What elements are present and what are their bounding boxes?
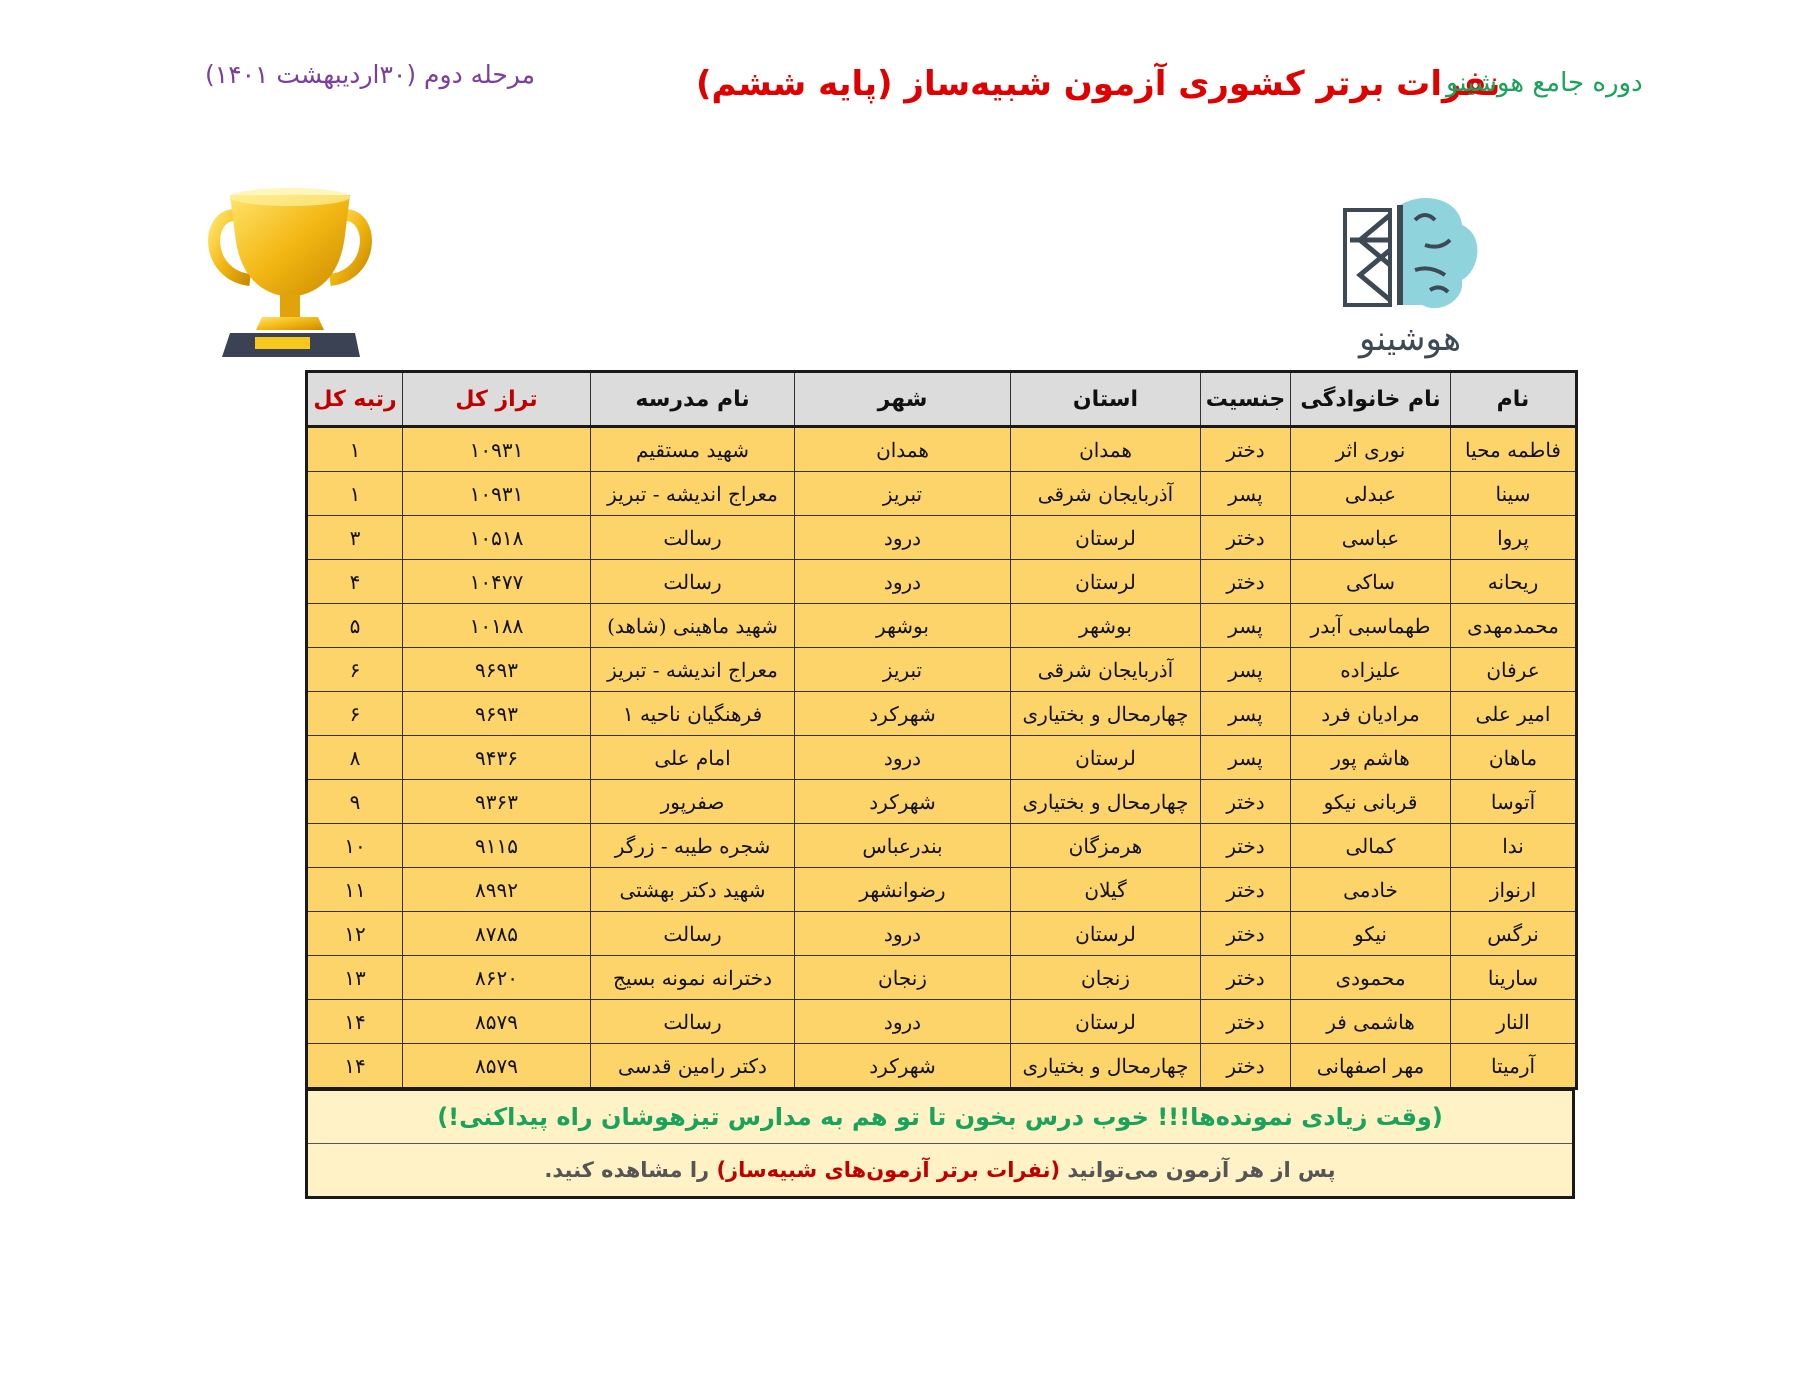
col-header-rank: رتبه کل — [307, 372, 403, 427]
cell-province: لرستان — [1011, 560, 1201, 604]
cell-last-name: طهماسبی آبدر — [1291, 604, 1451, 648]
cell-rank: ۶ — [307, 692, 403, 736]
cell-province: گیلان — [1011, 868, 1201, 912]
cell-school: صفرپور — [591, 780, 795, 824]
cell-rank: ۱۱ — [307, 868, 403, 912]
cell-city: درود — [795, 516, 1011, 560]
col-header-gender: جنسیت — [1201, 372, 1291, 427]
cell-last-name: علیزاده — [1291, 648, 1451, 692]
results-info-highlight: (نفرات برتر آزمون‌های شبیه‌ساز) — [716, 1158, 1061, 1182]
note-box — [305, 1088, 1575, 1199]
col-header-school: نام مدرسه — [591, 372, 795, 427]
cell-rank: ۴ — [307, 560, 403, 604]
cell-last-name: عبدلی — [1291, 472, 1451, 516]
cell-province: لرستان — [1011, 912, 1201, 956]
trophy-icon — [200, 185, 380, 360]
cell-first-name: سینا — [1451, 472, 1577, 516]
table-header-row — [307, 372, 1577, 427]
cell-school: امام علی — [591, 736, 795, 780]
cell-total-score: ۸۹۹۲ — [403, 868, 591, 912]
cell-province: لرستان — [1011, 1000, 1201, 1044]
cell-gender: دختر — [1201, 824, 1291, 868]
cell-school: شهید ماهینی (شاهد) — [591, 604, 795, 648]
cell-last-name: مرادیان فرد — [1291, 692, 1451, 736]
cell-total-score: ۱۰۵۱۸ — [403, 516, 591, 560]
cell-province: چهارمحال و بختیاری — [1011, 780, 1201, 824]
cell-first-name: فاطمه محیا — [1451, 427, 1577, 472]
cell-city: تبریز — [795, 648, 1011, 692]
table-row — [307, 648, 1577, 692]
table-row — [307, 868, 1577, 912]
cell-last-name: هاشم پور — [1291, 736, 1451, 780]
cell-last-name: محمودی — [1291, 956, 1451, 1000]
cell-last-name: ساکی — [1291, 560, 1451, 604]
top-students-table — [305, 370, 1578, 1090]
results-info-pre: پس از هر آزمون می‌توانید — [1067, 1158, 1336, 1182]
cell-rank: ۹ — [307, 780, 403, 824]
cell-last-name: هاشمی فر — [1291, 1000, 1451, 1044]
cell-school: شهید دکتر بهشتی — [591, 868, 795, 912]
motivation-text: (وقت زیادی نمونده‌ها!!! خوب درس بخون تا تو هم به مدارس تیزهوشان راه پیداکنی!) — [307, 1090, 1574, 1144]
cell-first-name: آتوسا — [1451, 780, 1577, 824]
cell-rank: ۱۰ — [307, 824, 403, 868]
table-row — [307, 736, 1577, 780]
cell-total-score: ۱۰۹۳۱ — [403, 472, 591, 516]
cell-last-name: کمالی — [1291, 824, 1451, 868]
cell-rank: ۱ — [307, 427, 403, 472]
cell-total-score: ۸۶۲۰ — [403, 956, 591, 1000]
cell-first-name: محمدمهدی — [1451, 604, 1577, 648]
cell-province: چهارمحال و بختیاری — [1011, 1044, 1201, 1089]
col-header-first-name: نام — [1451, 372, 1577, 427]
table-row — [307, 824, 1577, 868]
cell-first-name: ندا — [1451, 824, 1577, 868]
cell-gender: دختر — [1201, 516, 1291, 560]
cell-school: رسالت — [591, 560, 795, 604]
table-row — [307, 780, 1577, 824]
cell-last-name: نیکو — [1291, 912, 1451, 956]
table-row — [307, 427, 1577, 472]
cell-province: آذربایجان شرقی — [1011, 472, 1201, 516]
cell-last-name: قربانی نیکو — [1291, 780, 1451, 824]
col-header-last-name: نام خانوادگی — [1291, 372, 1451, 427]
cell-total-score: ۹۳۶۳ — [403, 780, 591, 824]
cell-gender: پسر — [1201, 736, 1291, 780]
table-row — [307, 912, 1577, 956]
cell-first-name: النار — [1451, 1000, 1577, 1044]
page-title: نفرات برتر کشوری آزمون شبیه‌ساز (پایه ششم) — [696, 64, 1501, 104]
cell-school: معراج اندیشه - تبریز — [591, 648, 795, 692]
cell-first-name: آرمیتا — [1451, 1044, 1577, 1089]
cell-rank: ۵ — [307, 604, 403, 648]
cell-gender: دختر — [1201, 956, 1291, 1000]
cell-school: معراج اندیشه - تبریز — [591, 472, 795, 516]
cell-city: بندرعباس — [795, 824, 1011, 868]
cell-total-score: ۱۰۱۸۸ — [403, 604, 591, 648]
cell-rank: ۱ — [307, 472, 403, 516]
cell-first-name: پروا — [1451, 516, 1577, 560]
cell-province: چهارمحال و بختیاری — [1011, 692, 1201, 736]
table-row — [307, 560, 1577, 604]
cell-rank: ۱۴ — [307, 1000, 403, 1044]
col-header-city: شهر — [795, 372, 1011, 427]
cell-city: بوشهر — [795, 604, 1011, 648]
cell-first-name: ماهان — [1451, 736, 1577, 780]
cell-rank: ۱۳ — [307, 956, 403, 1000]
cell-total-score: ۹۴۳۶ — [403, 736, 591, 780]
cell-province: لرستان — [1011, 516, 1201, 560]
cell-gender: دختر — [1201, 1000, 1291, 1044]
cell-school: دکتر رامین قدسی — [591, 1044, 795, 1089]
cell-province: آذربایجان شرقی — [1011, 648, 1201, 692]
cell-last-name: نوری اثر — [1291, 427, 1451, 472]
cell-school: دخترانه نمونه بسیج — [591, 956, 795, 1000]
cell-first-name: امیر علی — [1451, 692, 1577, 736]
cell-city: همدان — [795, 427, 1011, 472]
results-info-text — [307, 1144, 1574, 1198]
cell-city: درود — [795, 736, 1011, 780]
cell-school: شجره طیبه - زرگر — [591, 824, 795, 868]
cell-first-name: عرفان — [1451, 648, 1577, 692]
cell-province: همدان — [1011, 427, 1201, 472]
cell-gender: دختر — [1201, 427, 1291, 472]
table-row — [307, 1044, 1577, 1089]
col-header-total-score: تراز کل — [403, 372, 591, 427]
table-row — [307, 956, 1577, 1000]
cell-rank: ۱۴ — [307, 1044, 403, 1089]
cell-gender: دختر — [1201, 780, 1291, 824]
exam-stage-date: مرحله دوم (۳۰اردیبهشت ۱۴۰۱) — [205, 60, 535, 89]
table-row — [307, 472, 1577, 516]
cell-city: تبریز — [795, 472, 1011, 516]
cell-city: شهرکرد — [795, 1044, 1011, 1089]
cell-rank: ۳ — [307, 516, 403, 560]
cell-total-score: ۹۱۱۵ — [403, 824, 591, 868]
table-row — [307, 1000, 1577, 1044]
cell-school: رسالت — [591, 1000, 795, 1044]
course-name: دوره جامع هوشینو — [1446, 68, 1643, 98]
cell-first-name: ریحانه — [1451, 560, 1577, 604]
cell-province: زنجان — [1011, 956, 1201, 1000]
cell-rank: ۱۲ — [307, 912, 403, 956]
cell-rank: ۸ — [307, 736, 403, 780]
cell-first-name: ارنواز — [1451, 868, 1577, 912]
cell-gender: دختر — [1201, 868, 1291, 912]
cell-city: شهرکرد — [795, 780, 1011, 824]
cell-last-name: عباسی — [1291, 516, 1451, 560]
cell-rank: ۶ — [307, 648, 403, 692]
cell-gender: پسر — [1201, 472, 1291, 516]
cell-city: درود — [795, 1000, 1011, 1044]
cell-first-name: سارینا — [1451, 956, 1577, 1000]
cell-total-score: ۸۷۸۵ — [403, 912, 591, 956]
hooshino-logo — [1330, 190, 1490, 365]
cell-last-name: خادمی — [1291, 868, 1451, 912]
results-info-post: را مشاهده کنید. — [544, 1158, 710, 1182]
col-header-province: استان — [1011, 372, 1201, 427]
cell-school: شهید مستقیم — [591, 427, 795, 472]
cell-total-score: ۹۶۹۳ — [403, 648, 591, 692]
cell-total-score: ۸۵۷۹ — [403, 1000, 591, 1044]
cell-total-score: ۹۶۹۳ — [403, 692, 591, 736]
cell-gender: پسر — [1201, 692, 1291, 736]
cell-total-score: ۱۰۴۷۷ — [403, 560, 591, 604]
cell-city: زنجان — [795, 956, 1011, 1000]
cell-gender: دختر — [1201, 560, 1291, 604]
cell-first-name: نرگس — [1451, 912, 1577, 956]
table-row — [307, 604, 1577, 648]
cell-city: شهرکرد — [795, 692, 1011, 736]
cell-total-score: ۱۰۹۳۱ — [403, 427, 591, 472]
cell-school: رسالت — [591, 912, 795, 956]
table-row — [307, 692, 1577, 736]
cell-school: رسالت — [591, 516, 795, 560]
cell-total-score: ۸۵۷۹ — [403, 1044, 591, 1089]
cell-last-name: مهر اصفهانی — [1291, 1044, 1451, 1089]
cell-city: رضوانشهر — [795, 868, 1011, 912]
table-row — [307, 516, 1577, 560]
cell-gender: پسر — [1201, 648, 1291, 692]
cell-province: بوشهر — [1011, 604, 1201, 648]
cell-province: لرستان — [1011, 736, 1201, 780]
cell-city: درود — [795, 912, 1011, 956]
cell-province: هرمزگان — [1011, 824, 1201, 868]
logo-text: هوشینو — [1358, 319, 1462, 359]
cell-gender: دختر — [1201, 912, 1291, 956]
cell-city: درود — [795, 560, 1011, 604]
cell-gender: پسر — [1201, 604, 1291, 648]
cell-gender: دختر — [1201, 1044, 1291, 1089]
cell-school: فرهنگیان ناحیه ۱ — [591, 692, 795, 736]
